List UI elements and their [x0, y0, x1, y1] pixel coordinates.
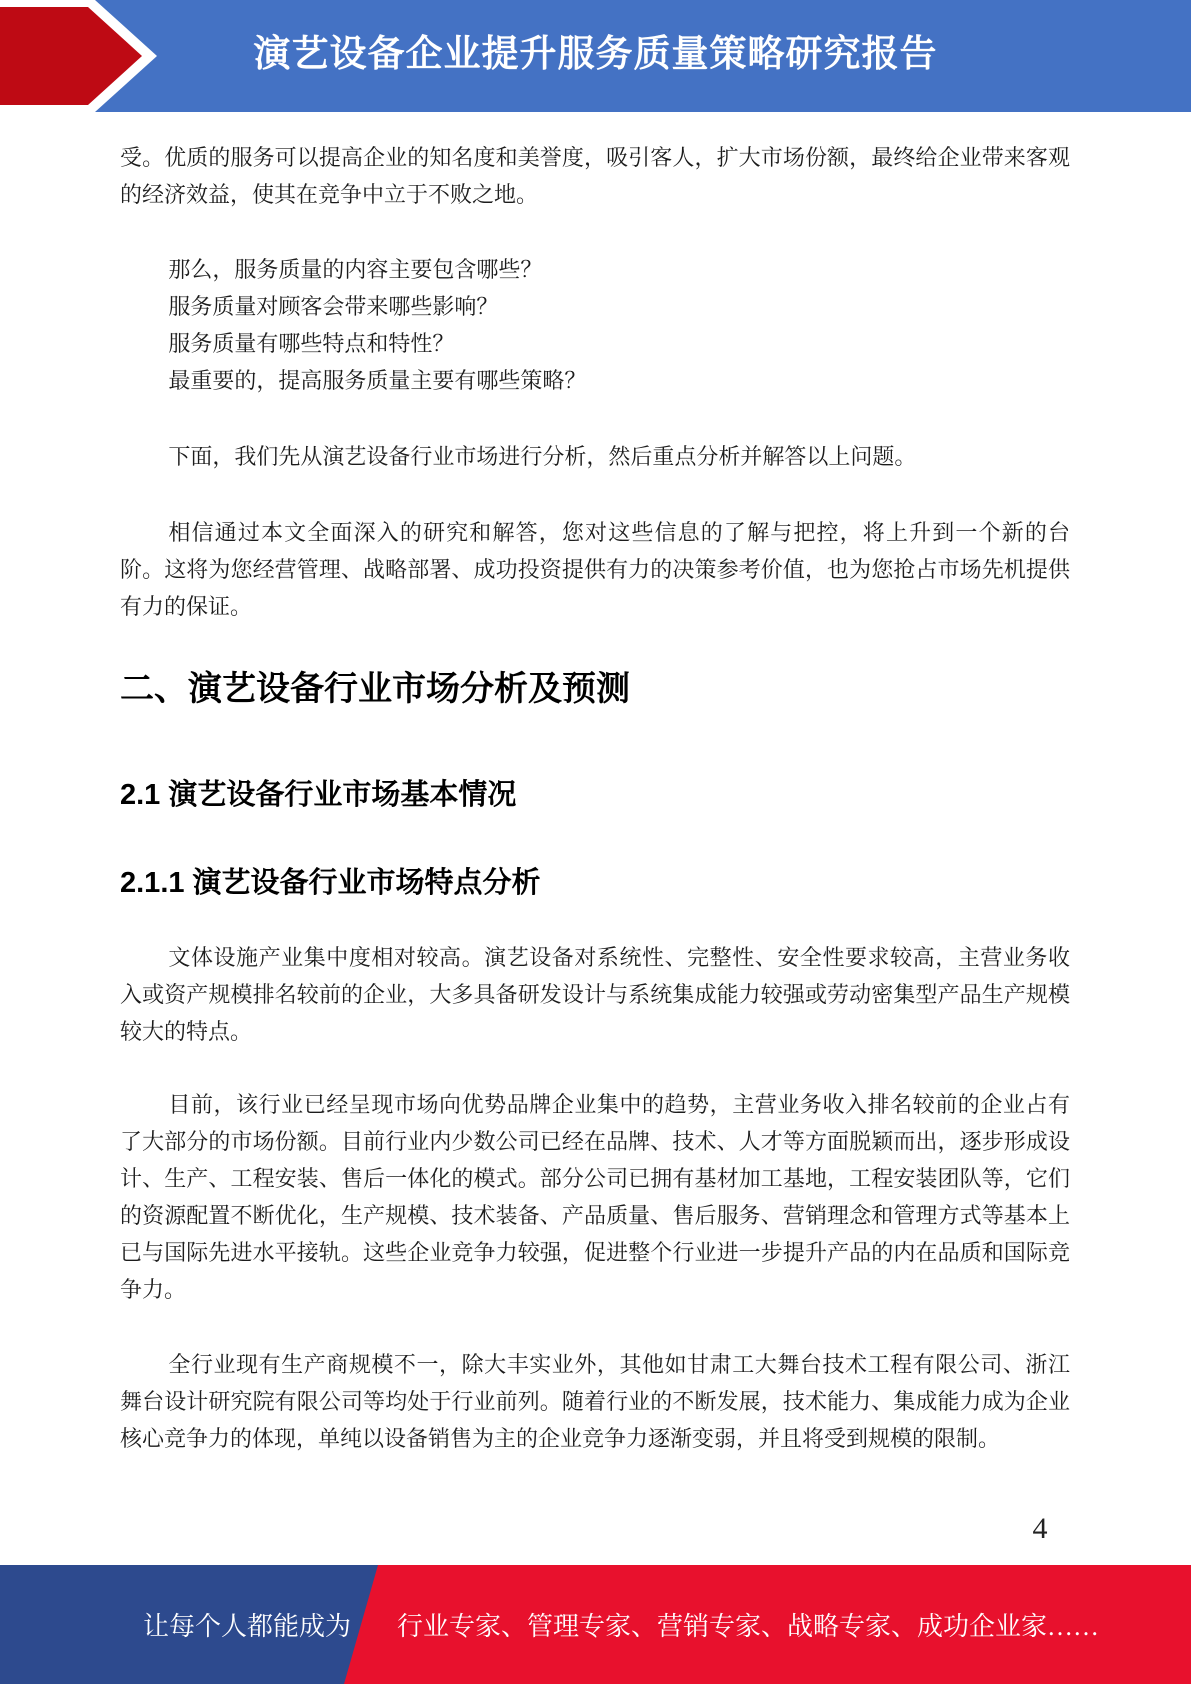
- page-number: 4: [1032, 1512, 1048, 1545]
- paragraph-industry-feature: 文体设施产业集中度相对较高。演艺设备对系统性、完整性、安全性要求较高，主营业务收入或资产规模排名较前的企业，大多具备研发设计与系统集成能力较强或劳动密集型产品生产规模较大的特点。: [120, 945, 1070, 1044]
- section-heading: 二、演艺设备行业市场分析及预测: [120, 670, 630, 708]
- paragraph-industry-trend: 目前，该行业已经呈现市场向优势品牌企业集中的趋势，主营业务收入排名较前的企业占有了大部分的市场份额。目前行业内少数公司已经在品牌、技术、人才等方面脱颖而出，逐步形成设计、生产、工程安装、售后一体化的模式。部分公司已拥有基材加工基地，工程安装团队等，它们的资源配置不断优化，生产规模、技术装备、产品质量、售后服务、营销理念和管理方式等基本上已与国际先进水平接轨。这些企业竞争力较强，促进整个行业进一步提升产品的内在品质和国际竞争力。: [120, 1092, 1070, 1302]
- document-body: [0, 112, 1191, 1457]
- question-line: 最重要的，提高服务质量主要有哪些策略？: [168, 368, 587, 393]
- question-line: 服务质量有哪些特点和特性？: [168, 331, 455, 356]
- question-line: 服务质量对顾客会带来哪些影响？: [168, 294, 499, 319]
- subsection-heading: 2.1 演艺设备行业市场基本情况: [120, 779, 517, 811]
- paragraph-intro: 下面，我们先从演艺设备行业市场进行分析，然后重点分析并解答以上问题。: [168, 444, 917, 469]
- report-title: 演艺设备企业提升服务质量策略研究报告: [253, 33, 938, 74]
- paragraph-continuation: 受。优质的服务可以提高企业的知名度和美誉度，吸引客人，扩大市场份额，最终给企业带来客观的经济效益，使其在竞争中立于不败之地。: [120, 145, 1070, 207]
- footer-slogan-left: 让每个人都能成为: [143, 1612, 352, 1641]
- footer-slogan-right: 行业专家、管理专家、营销专家、战略专家、成功企业家……: [397, 1612, 1100, 1641]
- paragraph-believe: 相信通过本文全面深入的研究和解答，您对这些信息的了解与把控，将上升到一个新的台阶。这将为您经营管理、战略部署、成功投资提供有力的决策参考价值，也为您抢占市场先机提供有力的保证。: [120, 520, 1070, 619]
- subsubsection-heading: 2.1.1 演艺设备行业市场特点分析: [120, 867, 541, 899]
- footer-banner: [0, 1565, 1191, 1684]
- paragraph-producers: 全行业现有生产商规模不一，除大丰实业外，其他如甘肃工大舞台技术工程有限公司、浙江舞台设计研究院有限公司等均处于行业前列。随着行业的不断发展，技术能力、集成能力成为企业核心竞争力的体现，单纯以设备销售为主的企业竞争力逐渐变弱，并且将受到规模的限制。: [120, 1352, 1070, 1451]
- question-line: 那么，服务质量的内容主要包含哪些？: [168, 257, 543, 282]
- question-list: [120, 251, 1070, 399]
- header-banner: [0, 0, 1191, 112]
